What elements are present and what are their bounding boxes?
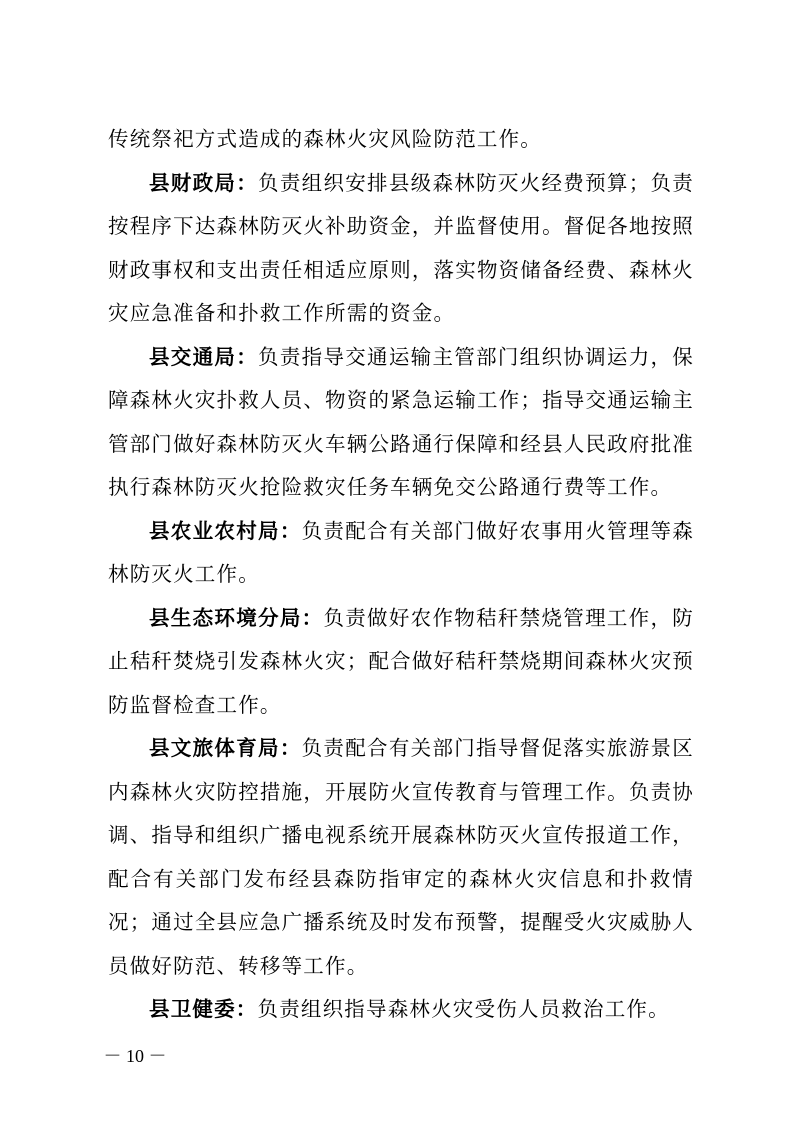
paragraph-label: 县农业农村局：: [149, 518, 302, 543]
paragraph-text: 传统祭祀方式造成的森林火灾风险防范工作。: [108, 127, 542, 151]
paragraph-text: 负责指导交通运输主管部门组织协调运力，保障森林火灾扑救人员、物资的紧急运输工作；指导交通运输主管部门做好森林防灭火车辆公路通行保障和经县人民政府批准执行森林防灭火抢险救灾任务车辆免交公路通行费等工作。: [108, 344, 695, 499]
page-number: － 10 －: [103, 1046, 167, 1066]
paragraph-label: 县文旅体育局：: [149, 736, 302, 760]
paragraph-text: 负责配合有关部门做好农事用火管理等森林防灭火工作。: [108, 518, 694, 586]
paragraph-text: 负责组织安排县级森林防灭火经费预算；负责按程序下达森林防灭火补助资金，并监督使用。督促各地按照财政事权和支出责任相适应原则，落实物资储备经费、森林火灾应急准备和扑救工作所需的资金。: [108, 170, 695, 325]
paragraph-continuation: [108, 118, 694, 162]
paragraph-finance-bureau: [108, 162, 694, 336]
paragraph-agriculture-bureau: [108, 510, 694, 597]
paragraph-text: 负责组织指导森林火灾受伤人员救治工作。: [257, 997, 670, 1021]
paragraph-text: 负责做好农作物秸秆禁烧管理工作，防止秸秆焚烧引发森林火灾；配合做好秸秆禁烧期间森林火灾预防监督检查工作。: [108, 605, 694, 717]
paragraph-label: 县交通局：: [149, 344, 259, 369]
paragraph-health-commission: [108, 988, 694, 1032]
paragraph-label: 县生态环境分局：: [149, 605, 324, 630]
paragraph-label: 县财政局：: [149, 170, 259, 195]
paragraph-culture-tourism-bureau: [108, 727, 694, 988]
paragraph-text: 负责配合有关部门指导督促落实旅游景区内森林火灾防控措施，开展防火宣传教育与管理工作。负责协调、指导和组织广播电视系统开展森林防灭火宣传报道工作，配合有关部门发布经县森防指审定的森林火灾信息和扑救情况；通过全县应急广播系统及时发布预警，提醒受火灾威胁人员做好防范、转移等工作。: [108, 736, 694, 978]
document-body: [108, 118, 694, 1032]
paragraph-label: 县卫健委：: [149, 997, 258, 1021]
paragraph-ecology-branch: [108, 597, 694, 728]
paragraph-transport-bureau: [108, 336, 694, 510]
